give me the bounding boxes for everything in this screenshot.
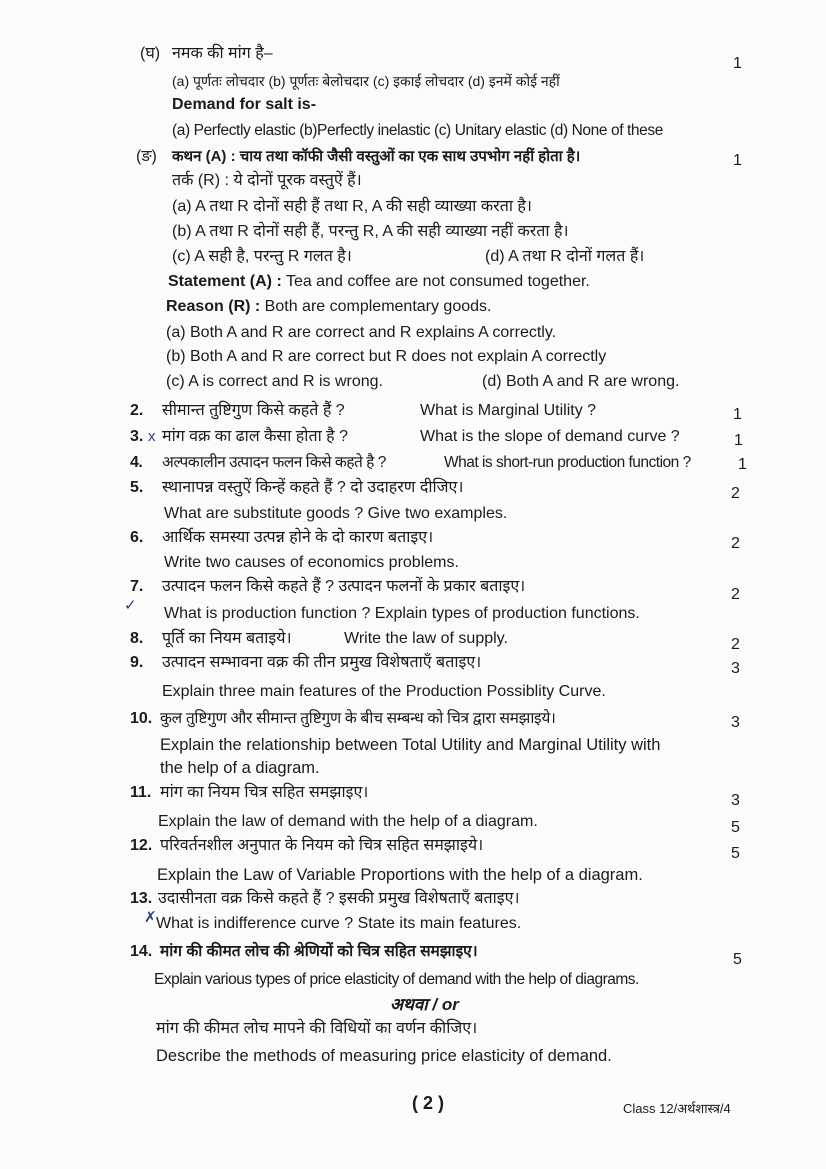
or-question-english-text: Describe the methods of measuring price elasticity of demand.: [156, 1047, 612, 1065]
q1e-english-option-d: (d) Both A and R are wrong.: [482, 373, 680, 390]
q1d-marks: 1: [733, 55, 742, 72]
reason-text: Both are complementary goods.: [260, 298, 492, 315]
q1d-english-options-text: (a) Perfectly elastic (b)Perfectly inelastic (c) Unitary elastic (d) None of these: [172, 122, 663, 139]
question-number: 12.: [130, 837, 153, 854]
question-number: 9.: [130, 654, 144, 671]
question-number: 13.: [130, 890, 153, 907]
question-english: Explain the Law of Variable Proportions with the help of a diagram.: [157, 866, 643, 884]
question-number: 11.: [130, 784, 152, 801]
check-mark-icon: x: [148, 428, 156, 445]
question-english: What is production function ? Explain types of production functions.: [164, 605, 640, 622]
q1e-hindi-statement: कथन (A) : चाय तथा कॉफी जैसी वस्तुओं का एक साथ उपभोग नहीं होता है।: [172, 148, 581, 165]
question-hindi: मांग वक्र का ढाल कैसा होता है ?: [162, 428, 348, 445]
q1d-hindi-question: नमक की मांग है–: [172, 45, 273, 62]
question-marks: 3: [731, 792, 740, 809]
or-label: अथवा / or: [390, 995, 459, 1014]
question-number: 8.: [130, 630, 144, 647]
class-code: Class 12/अर्थशास्त्र/4: [623, 1101, 731, 1116]
reason-label: Reason (R) :: [166, 298, 261, 315]
question-english: What is Marginal Utility ?: [420, 402, 597, 419]
statement-label: Statement (A) :: [168, 273, 282, 290]
question-english: What is short-run production function ?: [444, 454, 691, 471]
question-hindi: उदासीनता वक्र किसे कहते हैं ? इसकी प्रमुख विशेषताएँ बताइए।: [158, 890, 520, 907]
q1e-hindi-option-c: (c) A सही है, परन्तु R गलत है।: [172, 248, 352, 265]
question-marks: 5: [733, 951, 742, 968]
question-hindi: उत्पादन सम्भावना वक्र की तीन प्रमुख विशेषताएँ बताइए।: [162, 654, 482, 671]
question-marks: 5: [731, 845, 740, 862]
question-hindi: मांग की कीमत लोच की श्रेणियों को चित्र सहित समझाइए।: [160, 943, 478, 960]
question-english: Write two causes of economics problems.: [164, 554, 459, 571]
q1e-english-option-a-text: (a) Both A and R are correct and R explains A correctly.: [166, 324, 557, 341]
question-hindi: परिवर्तनशील अनुपात के नियम को चित्र सहित समझाइये।: [160, 837, 484, 854]
question-english-cont: the help of a diagram.: [160, 759, 320, 777]
q1e-english-option-b-text: (b) Both A and R are correct but R does not explain A correctly: [166, 348, 607, 365]
q1e-label: (ङ): [136, 148, 157, 165]
question-english: Explain three main features of the Production Possiblity Curve.: [162, 683, 606, 700]
statement-text: Tea and coffee are not consumed together.: [281, 273, 590, 290]
question-number: 3.: [130, 428, 144, 445]
question-number: 7.: [130, 578, 144, 595]
question-hindi: सीमान्त तुष्टिगुण किसे कहते हैं ?: [162, 402, 345, 419]
question-hindi: उत्पादन फलन किसे कहते हैं ? उत्पादन फलनों के प्रकार बताइए।: [162, 578, 526, 595]
q1e-hindi-reason-text: तर्क (R) : ये दोनों पूरक वस्तुऐं हैं।: [172, 172, 362, 189]
question-hindi: आर्थिक समस्या उत्पन्न होने के दो कारण बताइए।: [162, 529, 434, 546]
or-question-hindi-text: मांग की कीमत लोच मापने की विधियों का वर्णन कीजिए।: [156, 1020, 478, 1037]
question-english: What is the slope of demand curve ?: [420, 428, 680, 445]
question-hindi: मांग का नियम चित्र सहित समझाइए।: [160, 784, 369, 801]
q1d-english-question-text: Demand for salt is-: [172, 96, 317, 113]
question-english: Explain various types of price elasticity of demand with the help of diagrams.: [154, 971, 639, 988]
q1d-label: (घ): [140, 45, 161, 62]
check-mark-icon: ✓: [124, 597, 137, 614]
question-hindi: स्थानापन्न वस्तुऐं किन्हें कहते हैं ? दो उदाहरण दीजिए।: [162, 479, 464, 496]
question-english: Explain the relationship between Total Utility and Marginal Utility with: [160, 736, 661, 754]
question-english: Write the law of supply.: [344, 630, 508, 647]
question-number: 14.: [130, 943, 153, 960]
question-english: What is indifference curve ? State its main features.: [156, 915, 522, 932]
question-english: What are substitute goods ? Give two examples.: [164, 505, 508, 522]
page-number: ( 2 ): [412, 1093, 445, 1113]
question-marks: 3: [731, 714, 740, 731]
question-marks: 1: [733, 406, 742, 423]
question-marks: 1: [738, 456, 747, 473]
question-marks-secondary: 5: [731, 819, 740, 836]
question-number: 10.: [130, 710, 153, 727]
question-hindi: कुल तुष्टिगुण और सीमान्त तुष्टिगुण के बीच सम्बन्ध को चित्र द्वारा समझाइये।: [160, 710, 556, 727]
q1e-english-option-c: (c) A is correct and R is wrong.: [166, 373, 383, 390]
q1e-hindi-option-d: (d) A तथा R दोनों गलत हैं।: [485, 248, 645, 265]
question-marks: 2: [731, 485, 740, 502]
question-number: 2.: [130, 402, 144, 419]
question-marks: 1: [734, 432, 743, 449]
q1e-marks: 1: [733, 152, 742, 169]
question-number: 4.: [130, 454, 143, 471]
question-english: Explain the law of demand with the help of a diagram.: [158, 813, 538, 830]
q1d-hindi-options-text: (a) पूर्णतः लोचदार (b) पूर्णतः बेलोचदार (c) इकाई लोचदार (d) इनमें कोई नहीं: [172, 73, 560, 89]
question-marks: 2: [731, 535, 740, 552]
q1e-hindi-option-b-text: (b) A तथा R दोनों सही हैं, परन्तु R, A की सही व्याख्या नहीं करता है।: [172, 223, 569, 240]
question-number: 6.: [130, 529, 144, 546]
q1e-hindi-option-a-text: (a) A तथा R दोनों सही हैं तथा R, A की सही व्याख्या करता है।: [172, 198, 532, 215]
question-marks: 2: [731, 636, 740, 653]
question-marks: 3: [731, 660, 740, 677]
check-mark-icon: ✗: [144, 909, 157, 926]
question-hindi: अल्पकालीन उत्पादन फलन किसे कहते है ?: [162, 454, 386, 471]
question-marks: 2: [731, 586, 740, 603]
question-hindi: पूर्ति का नियम बताइये।: [162, 630, 292, 647]
question-number: 5.: [130, 479, 144, 496]
